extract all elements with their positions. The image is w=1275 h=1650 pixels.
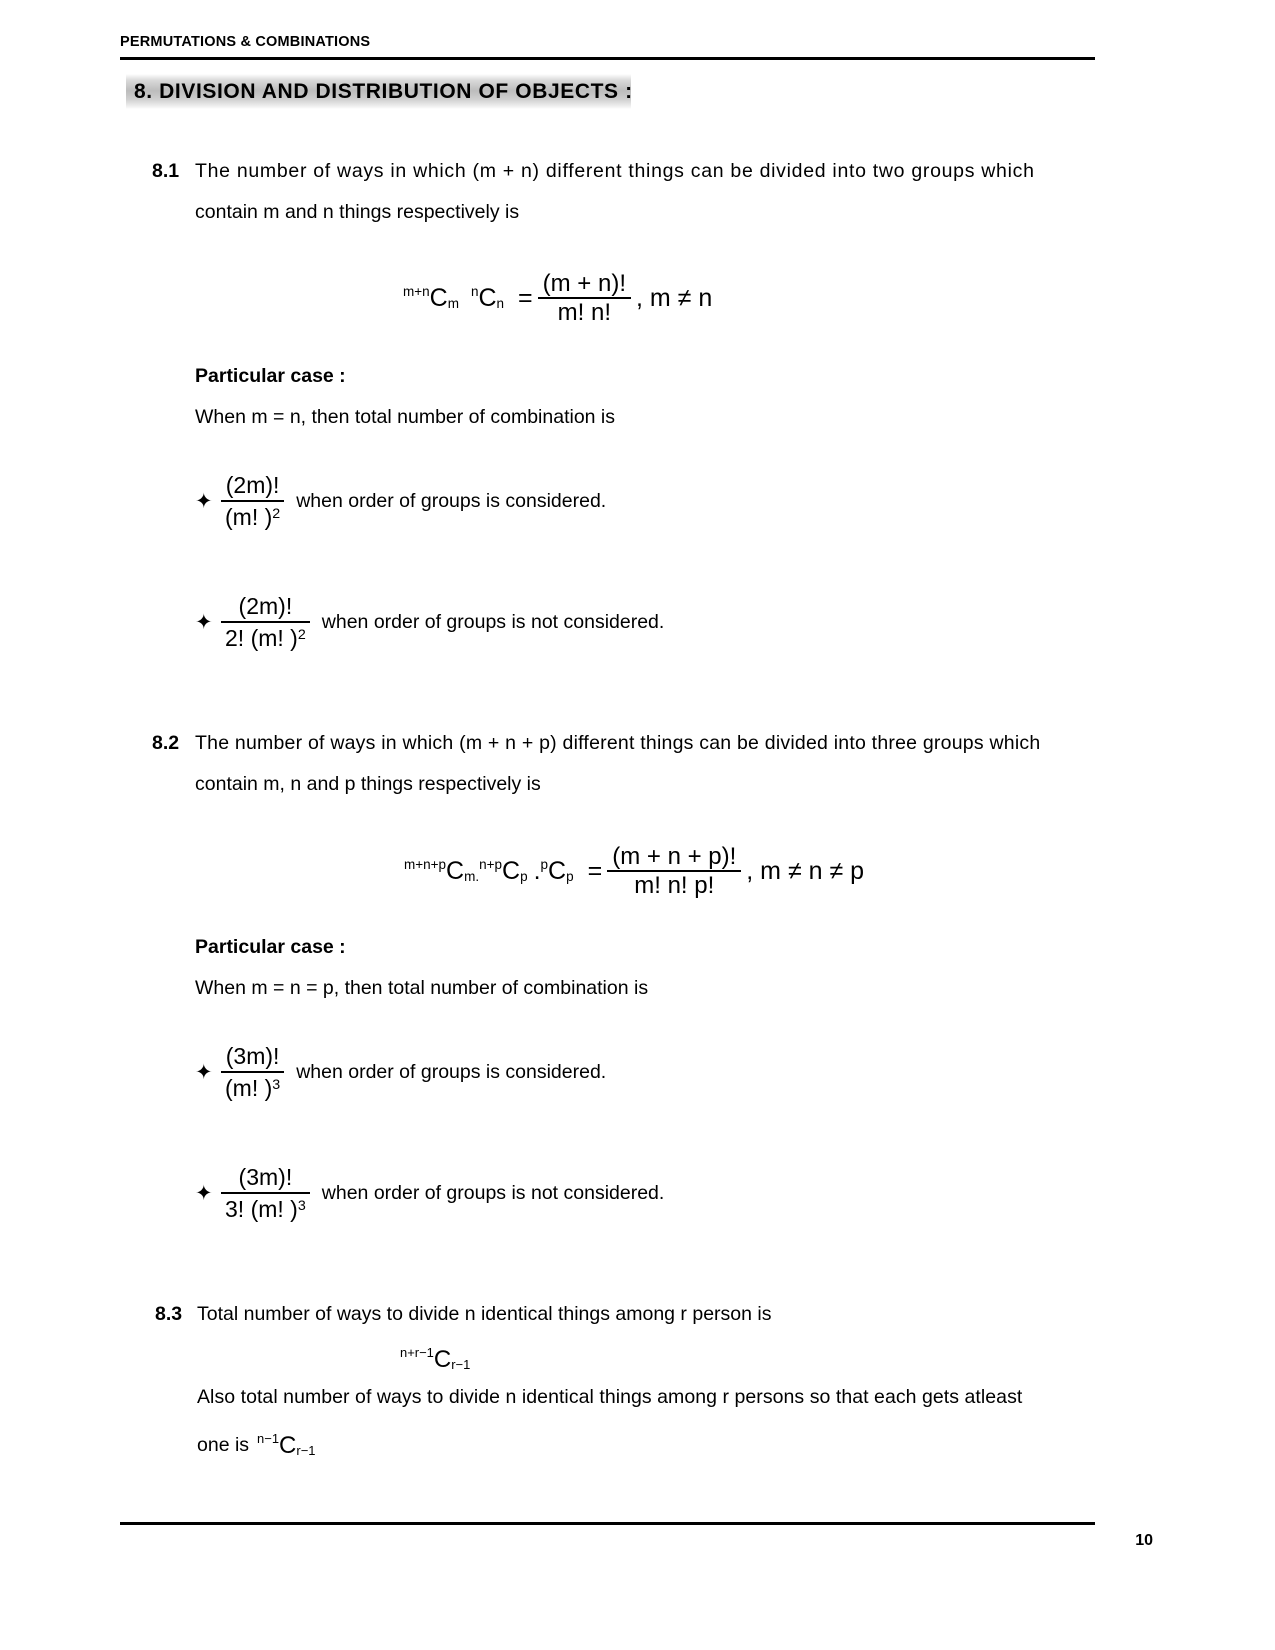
header-divider [120,57,1095,60]
bullet-denominator-base: 3! (m! ) [225,1196,298,1222]
star-bullet-icon: ✦ [195,1061,213,1084]
item-8-3-line2: Also total number of ways to divide n identical things among r persons so that each gets atleast [197,1386,1023,1408]
formula-8-2-condition: , m ≠ n ≠ p [746,857,865,885]
formula-8-1 [403,272,712,325]
bullet-denominator-power: 2 [272,505,281,522]
formula-8-3b-sup: n−1 [257,1431,280,1447]
footer-divider [120,1522,1095,1525]
bullet-text: when order of groups is considered. [296,490,607,512]
page-number: 10 [1135,1532,1153,1549]
formula-8-2-sub1: m. [464,869,480,885]
bullet-fraction [221,593,310,652]
bullet-denominator-base: (m! ) [225,504,273,530]
bullet-denominator-base: 2! (m! ) [225,625,298,651]
item-8-3-line1: Total number of ways to divide n identical things among r person is [197,1303,772,1325]
bullet-numerator: (2m)! [225,472,280,498]
bullet-text: when order of groups is not considered. [321,611,665,633]
bullet-item [195,1043,606,1102]
formula-8-2-fraction [607,845,741,898]
item-number-8-2: 8.2 [152,732,180,754]
bullet-denominator [221,1073,284,1102]
star-bullet-icon: ✦ [195,1182,213,1205]
section-title-text: 8. DIVISION AND DISTRIBUTION OF OBJECTS : [134,79,633,103]
formula-8-2-dot: . [533,857,541,885]
formula-8-2-sup3: p [540,857,549,872]
bullet-text: when order of groups is considered. [296,1061,607,1083]
bullet-fraction [221,1164,310,1223]
particular-case-label-8-1: Particular case : [195,365,346,387]
item-8-2-line1: The number of ways in which (m + n + p) different things can be divided into three groups which [195,732,1041,754]
formula-8-2-sub3: p [566,869,574,885]
formula-8-2-denominator: m! n! p! [634,872,715,899]
bullet-denominator-power: 3 [272,1076,281,1093]
formula-8-3 [400,1345,471,1373]
formula-8-2-c1: C [446,857,465,885]
bullet-denominator [221,502,284,531]
formula-8-2-c3: C [548,857,567,885]
particular-case-label-8-2: Particular case : [195,936,346,958]
bullet-fraction [221,1043,284,1102]
formula-8-2-equals: = [587,857,603,885]
formula-8-2-sub2: p [520,869,528,885]
bullet-numerator: (3m)! [225,1043,280,1069]
formula-8-1-sub1: m [447,296,459,312]
item-8-2-line2: contain m, n and p things respectively is [195,773,541,795]
formula-8-2-sup2: n+p [479,857,502,872]
formula-8-1-numerator: (m + n)! [542,270,626,297]
item-number-8-1: 8.1 [152,160,180,182]
formula-8-1-sub2: n [496,296,505,312]
bullet-numerator: (2m)! [238,593,293,619]
item-8-1-line1: The number of ways in which (m + n) different things can be divided into two groups which [195,160,1035,182]
star-bullet-icon: ✦ [195,611,213,634]
formula-8-2 [404,845,864,898]
formula-8-2-sup1: m+n+p [404,857,447,872]
bullet-denominator-power: 3 [297,1197,306,1214]
item-8-1-line2: contain m and n things respectively is [195,201,520,223]
item-8-3-line3 [197,1431,316,1459]
formula-8-1-c2: C [478,284,497,312]
formula-8-3b-c: C [279,1432,297,1459]
formula-8-1-equals: = [518,284,533,312]
formula-8-1-sup1: m+n [403,284,430,299]
bullet-denominator-power: 2 [297,626,306,643]
bullet-text: when order of groups is not considered. [321,1182,665,1204]
bullet-item [195,1164,664,1223]
formula-8-3-sub: r−1 [451,1356,471,1372]
bullet-item [195,593,664,652]
particular-case-text-8-2: When m = n = p, then total number of combination is [195,977,649,999]
bullet-item [195,472,606,531]
bullet-numerator: (3m)! [238,1164,293,1190]
formula-8-1-fraction [538,272,631,325]
bullet-fraction [221,472,284,531]
section-title-bar [126,74,631,109]
star-bullet-icon: ✦ [195,490,213,513]
running-head: PERMUTATIONS & COMBINATIONS [120,34,371,50]
formula-8-1-denominator: m! n! [557,299,611,326]
formula-8-3b-sub: r−1 [296,1442,316,1458]
bullet-denominator [221,623,310,652]
bullet-denominator [221,1194,310,1223]
formula-8-3-c: C [433,1346,452,1373]
formula-8-2-numerator: (m + n + p)! [612,843,737,870]
bullet-denominator-base: (m! ) [225,1075,273,1101]
item-number-8-3: 8.3 [155,1303,183,1325]
particular-case-text-8-1: When m = n, then total number of combination is [195,406,616,428]
formula-8-1-c1: C [429,284,448,312]
formula-8-3-sup: n+r−1 [400,1345,434,1361]
formula-8-2-c2: C [502,857,521,885]
formula-8-1-sup2: n [470,284,479,299]
item-8-3-line3-prefix: one is [197,1434,250,1457]
formula-8-1-condition: , m ≠ n [636,284,713,312]
